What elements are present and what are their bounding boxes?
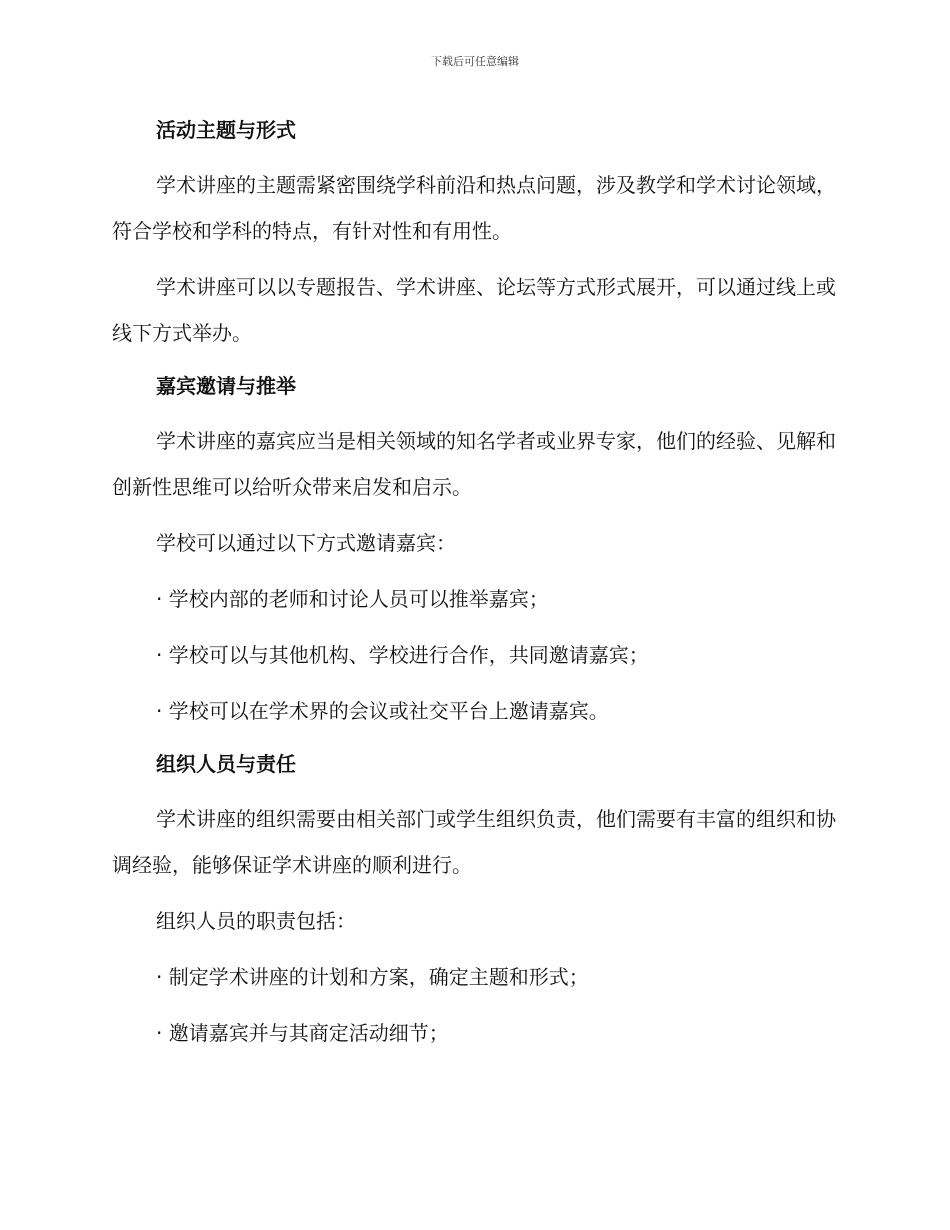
bullet-guests-3: · 学校可以在学术界的会议或社交平台上邀请嘉宾。 bbox=[156, 699, 609, 723]
bullet-guests-2: · 学校可以与其他机构、学校进行合作，共同邀请嘉宾； bbox=[156, 643, 649, 667]
paragraph-theme-2: 学术讲座可以以专题报告、学术讲座、论坛等方式形式展开，可以通过线上或线下方式举办。 bbox=[112, 275, 836, 345]
paragraph-organizers-1: 学术讲座的组织需要由相关部门或学生组织负责，他们需要有丰富的组织和协调经验，能够保证学术讲座的顺利进行。 bbox=[112, 807, 836, 877]
section-heading-guests: 嘉宾邀请与推举 bbox=[156, 374, 296, 398]
bullet-organizers-1: · 制定学术讲座的计划和方案，确定主题和形式； bbox=[156, 965, 589, 989]
page-header-note: 下载后可任意编辑 bbox=[431, 55, 519, 68]
paragraph-guests-2: 学校可以通过以下方式邀请嘉宾： bbox=[156, 531, 456, 555]
section-heading-theme: 活动主题与形式 bbox=[156, 118, 296, 142]
bullet-organizers-2: · 邀请嘉宾并与其商定活动细节； bbox=[156, 1021, 449, 1045]
bullet-guests-1: · 学校内部的老师和讨论人员可以推举嘉宾； bbox=[156, 587, 549, 611]
paragraph-theme-1: 学术讲座的主题需紧密围绕学科前沿和热点问题，涉及教学和学术讨论领域，符合学校和学科的特点，有针对性和有用性。 bbox=[112, 173, 836, 243]
paragraph-organizers-2: 组织人员的职责包括： bbox=[156, 909, 356, 933]
paragraph-guests-1: 学术讲座的嘉宾应当是相关领域的知名学者或业界专家，他们的经验、见解和创新性思维可以给听众带来启发和启示。 bbox=[112, 429, 836, 499]
document-body bbox=[112, 110, 838, 1066]
section-heading-organizers: 组织人员与责任 bbox=[156, 752, 296, 776]
